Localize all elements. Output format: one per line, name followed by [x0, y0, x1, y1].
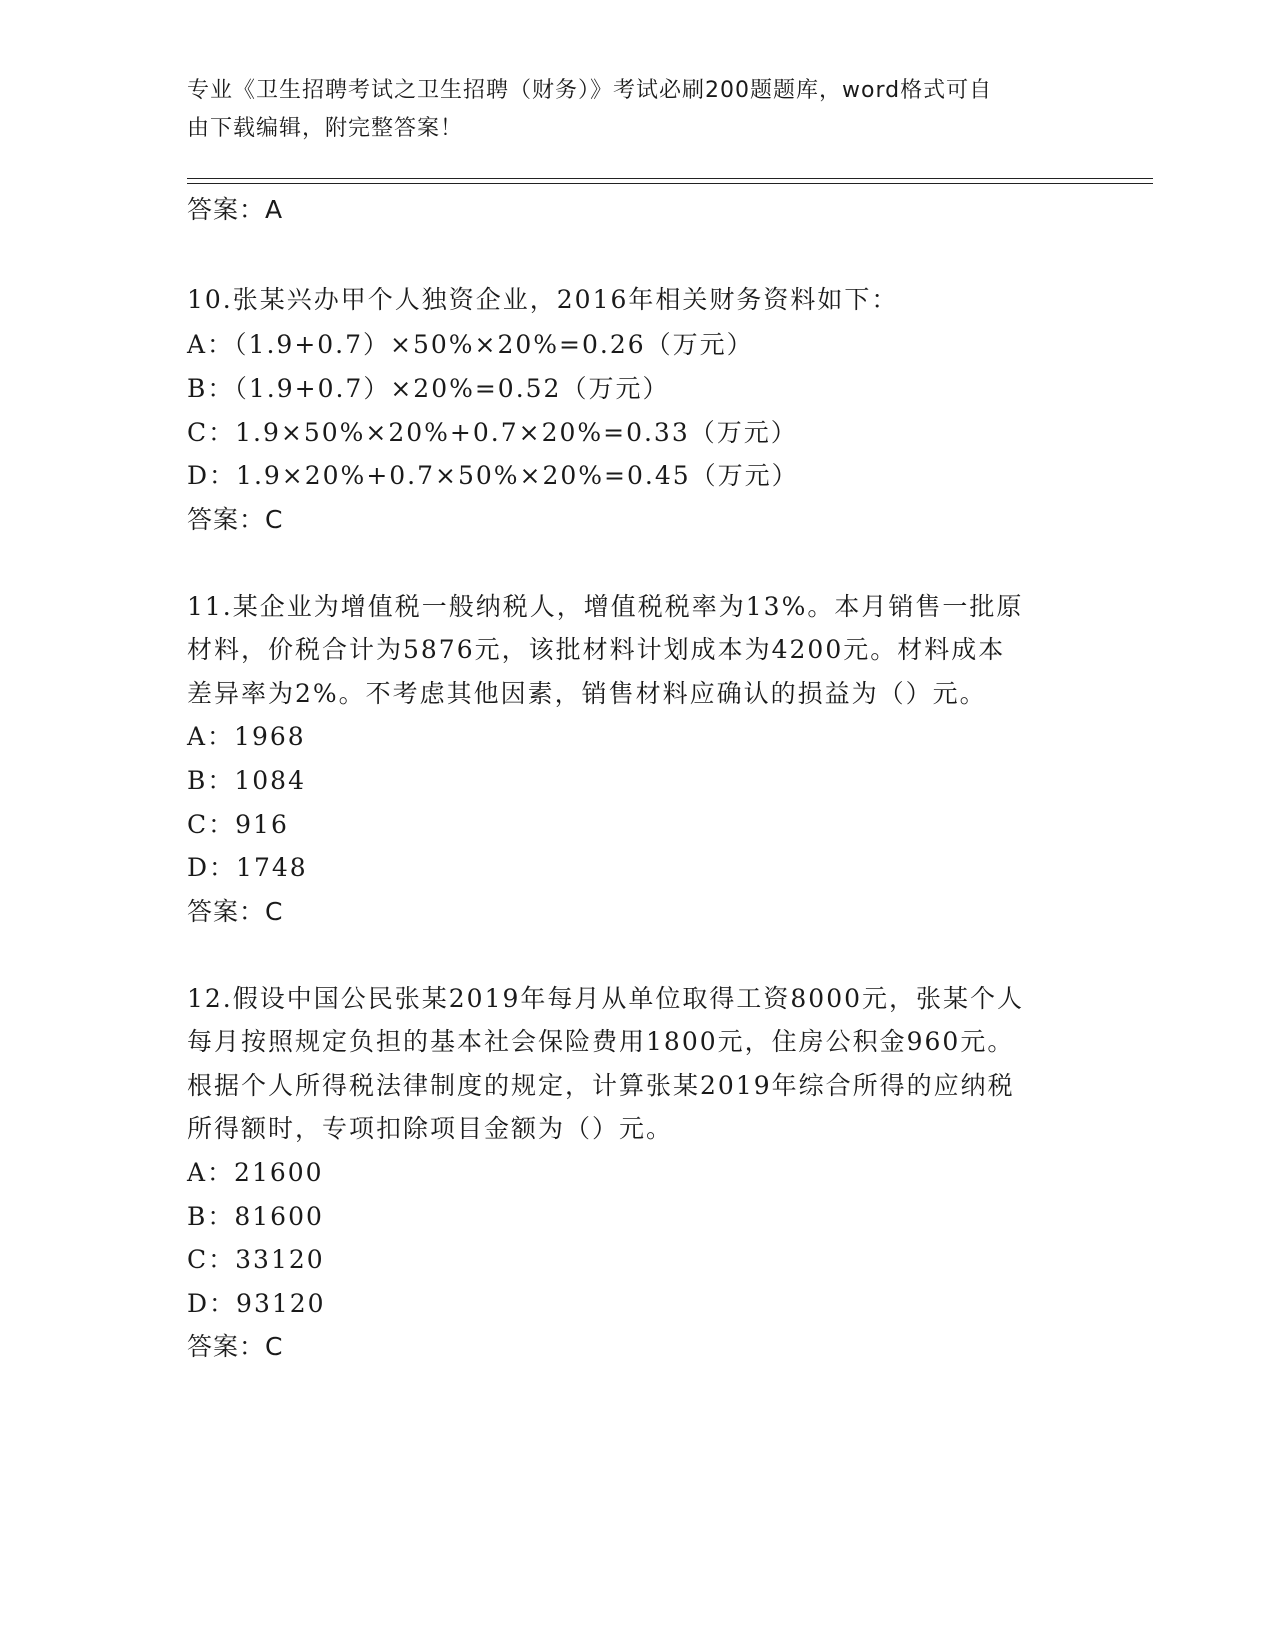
previous-answer: 答案：A: [187, 195, 284, 224]
header-rule-bottom: [187, 183, 1153, 184]
q12-stem-line-3: 根据个人所得税法律制度的规定，计算张某2019年综合所得的应纳税: [187, 1071, 1015, 1100]
q12-option-a: A：21600: [187, 1158, 324, 1187]
q12-option-b: B：81600: [187, 1202, 324, 1231]
q11-stem-line-1: 11.某企业为增值税一般纳税人，增值税税率为13%。本月销售一批原: [187, 592, 1024, 621]
q10-option-a: A：（1.9+0.7）×50%×20%=0.26（万元）: [187, 330, 754, 359]
q11-option-d: D：1748: [187, 853, 308, 882]
q12-stem-line-2: 每月按照规定负担的基本社会保险费用1800元，住房公积金960元。: [187, 1027, 1015, 1056]
q11-stem-line-3: 差异率为2%。不考虑其他因素，销售材料应确认的损益为（）元。: [187, 679, 987, 708]
q11-stem-line-2: 材料，价税合计为5876元，该批材料计划成本为4200元。材料成本: [187, 635, 1006, 664]
q12-option-c: C：33120: [187, 1245, 325, 1274]
document-header: [187, 72, 1067, 148]
q11-answer: 答案：C: [187, 897, 284, 926]
q10-stem-line-1: 10.张某兴办甲个人独资企业，2016年相关财务资料如下：: [187, 285, 899, 314]
q11-option-b: B：1084: [187, 766, 306, 795]
q10-answer: 答案：C: [187, 505, 284, 534]
q12-option-d: D：93120: [187, 1289, 326, 1318]
q11-option-a: A：1968: [187, 722, 306, 751]
q11-option-c: C：916: [187, 810, 289, 839]
header-line-2: 由下载编辑，附完整答案！: [187, 116, 464, 141]
q12-stem-line-4: 所得额时，专项扣除项目金额为（）元。: [187, 1114, 674, 1143]
q10-option-c: C：1.9×50%×20%+0.7×20%=0.33（万元）: [187, 418, 798, 447]
q12-stem-line-1: 12.假设中国公民张某2019年每月从单位取得工资8000元，张某个人: [187, 984, 1025, 1013]
header-line-1: 专业《卫生招聘考试之卫生招聘（财务）》考试必刷200题题库，word格式可自: [187, 78, 993, 103]
header-rule-top: [187, 178, 1153, 179]
q10-option-b: B：（1.9+0.7）×20%=0.52（万元）: [187, 374, 670, 403]
q10-option-d: D：1.9×20%+0.7×50%×20%=0.45（万元）: [187, 461, 799, 490]
q12-answer: 答案：C: [187, 1332, 284, 1361]
